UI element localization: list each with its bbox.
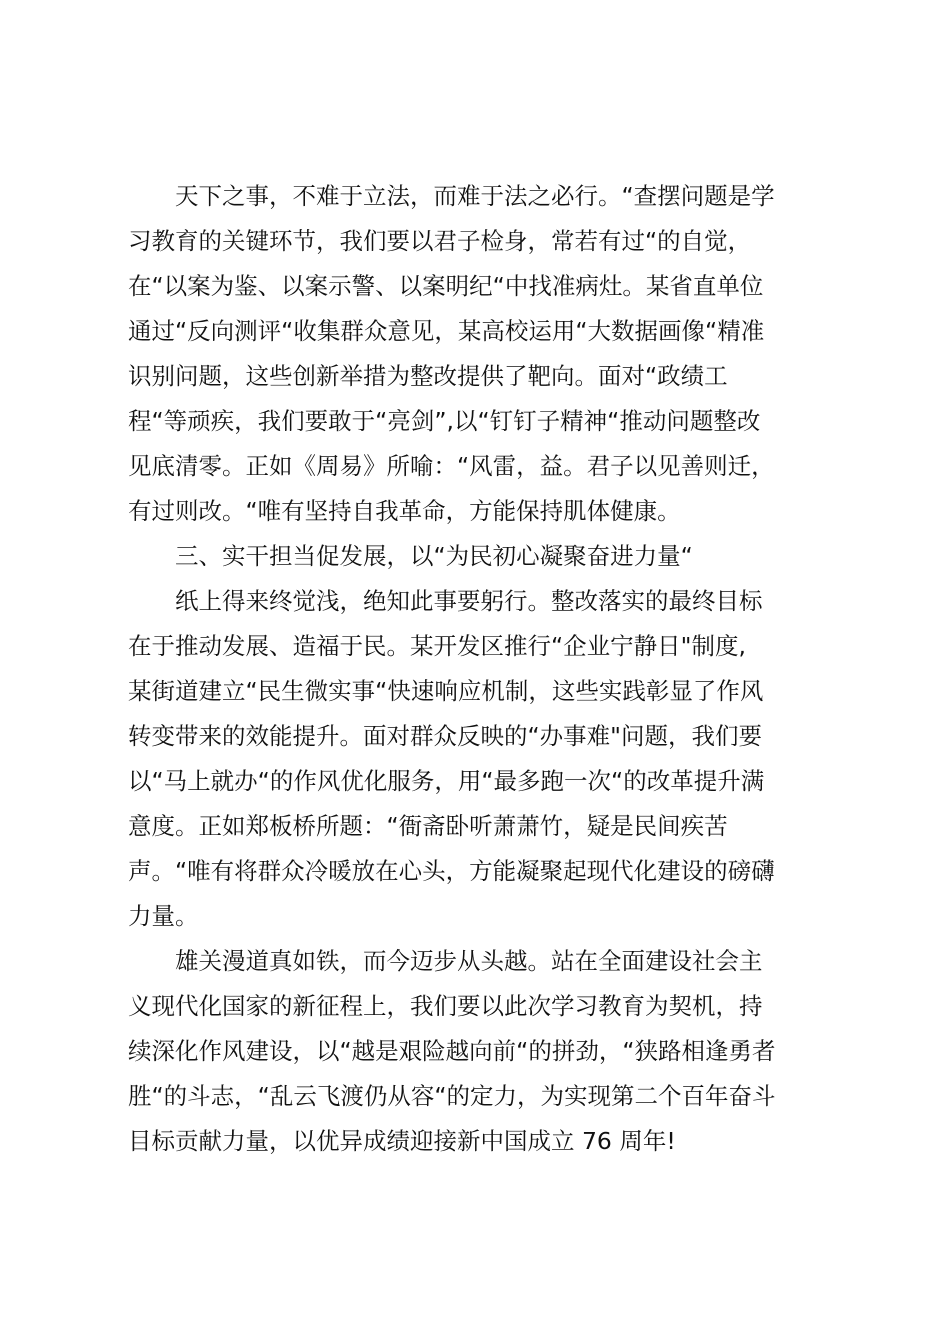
text-line: 习教育的关键环节，我们要以君子检身，常若有过“的自觉， [128, 227, 752, 255]
text-line: 胜“的斗志，“乱云飞渡仍从容“的定力，为实现第二个百年奋斗 [128, 1082, 776, 1110]
text-line: 天下之事，不难于立法，而难于法之必行。“查摆问题是学 [175, 182, 775, 210]
paragraph-self-examination [128, 174, 830, 534]
text-line: 有过则改。“唯有坚持自我革命，方能保持肌体健康。 [128, 497, 681, 525]
text-line: 在“以案为鉴、以案示警、以案明纪“中找准病灶。某省直单位 [128, 272, 764, 300]
text-line: 通过“反向测评“收集群众意见，某高校运用“大数据画像“精准 [128, 317, 765, 345]
text-line: 纸上得来终觉浅，绝知此事要躬行。整改落实的最终目标 [175, 587, 763, 615]
text-line: 义现代化国家的新征程上，我们要以此次学习教育为契机，持 [128, 992, 763, 1020]
section-heading-text: 三、实干担当促发展，以“为民初心凝聚奋进力量“ [175, 542, 693, 570]
text-line: 以“马上就办“的作风优化服务，用“最多跑一次“的改革提升满 [128, 767, 765, 795]
paragraph-conclusion [128, 939, 830, 1164]
text-line: 转变带来的效能提升。面对群众反映的“办事难"问题，我们要 [128, 722, 762, 750]
paragraph-implementation [128, 579, 830, 939]
text-line: 某街道建立“民生微实事“快速响应机制，这些实践彰显了作风 [128, 677, 764, 705]
text-line: 在于推动发展、造福于民。某开发区推行“企业宁静日"制度, [128, 632, 746, 660]
text-line: 力量。 [128, 902, 199, 930]
text-line: 声。“唯有将群众冷暖放在心头，方能凝聚起现代化建设的磅礴 [128, 857, 775, 885]
text-line: 识别问题，这些创新举措为整改提供了靶向。面对“政绩工 [128, 362, 728, 390]
document-body [128, 174, 830, 1164]
text-line: 续深化作风建设，以“越是艰险越向前“的拼劲，“狭路相逢勇者 [128, 1037, 776, 1065]
text-line: 程“等顽疾，我们要敢于“亮剑”,以“钉钉子精神“推动问题整改 [128, 407, 761, 435]
text-line: 见底清零。正如《周易》所喻：“风雷，益。君子以见善则迁， [128, 452, 775, 480]
section-heading [128, 534, 830, 579]
text-line: 雄关漫道真如铁，而今迈步从头越。站在全面建设社会主 [175, 947, 763, 975]
text-line: 目标贡献力量，以优异成绩迎接新中国成立 76 周年! [128, 1127, 676, 1155]
text-line: 意度。正如郑板桥所题：“衙斋卧听萧萧竹，疑是民间疾苦 [128, 812, 728, 840]
